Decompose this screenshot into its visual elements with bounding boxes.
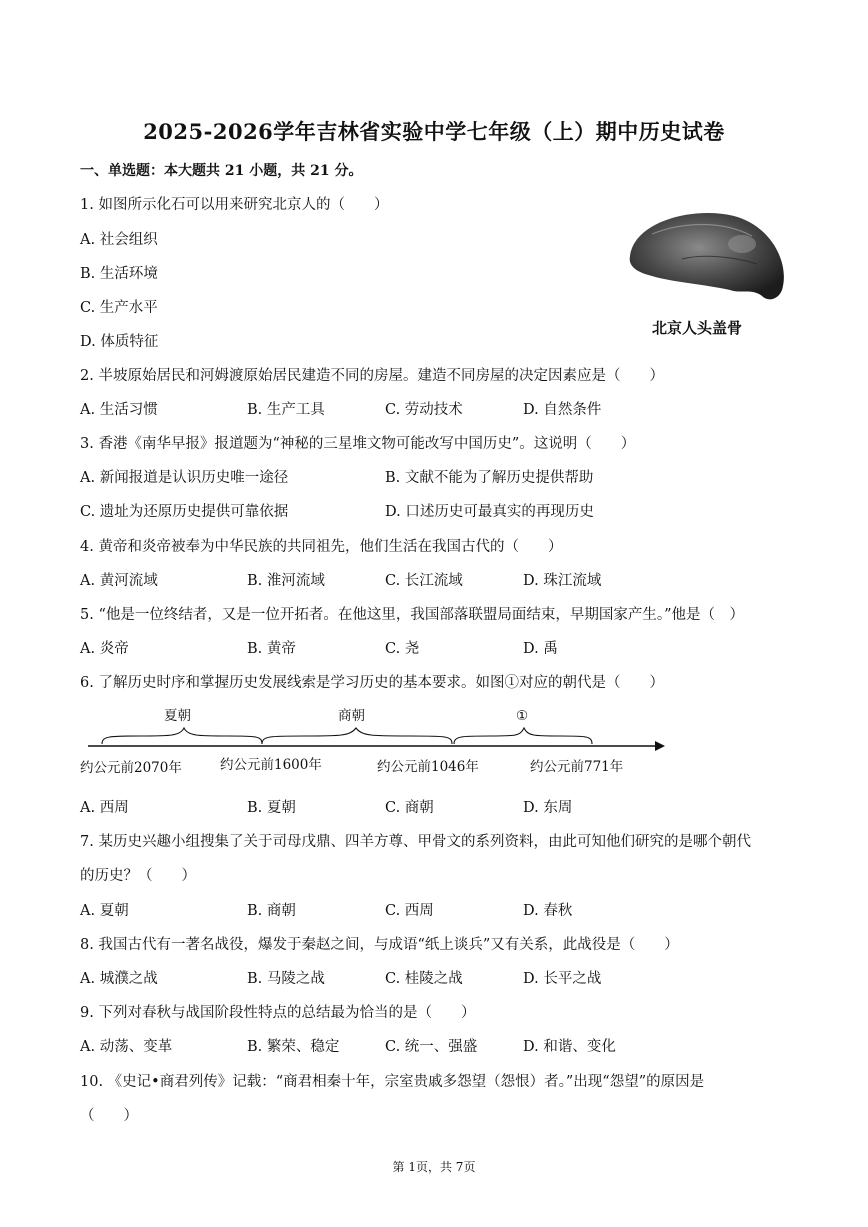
skull-caption: 北京人头盖骨 <box>652 319 743 337</box>
timeline-period-shang: 商朝 <box>338 708 365 724</box>
question-7-option-d: D. 春秋 <box>523 903 573 919</box>
question-5-option-c: C. 尧 <box>385 641 420 657</box>
question-8-stem: 8. 我国古代有一著名战役，爆发于秦赵之间，与成语“纸上谈兵”又有关系，此战役是（ ） <box>80 937 679 953</box>
question-4-option-a: A. 黄河流域 <box>80 573 158 589</box>
skull-fossil-image <box>622 204 792 344</box>
question-3-option-b: B. 文献不能为了解历史提供帮助 <box>385 470 594 486</box>
question-5-stem: 5. “他是一位终结者，又是一位开拓者。在他这里，我国部落联盟局面结束，早期国家产生。”他是（ ） <box>80 607 745 623</box>
timeline-period-xia: 夏朝 <box>164 708 191 724</box>
question-9-option-b: B. 繁荣、稳定 <box>247 1039 340 1055</box>
question-2-option-c: C. 劳动技术 <box>385 402 463 418</box>
question-4-option-c: C. 长江流域 <box>385 573 463 589</box>
question-1-stem: 1. 如图所示化石可以用来研究北京人的（ ） <box>80 197 389 213</box>
question-6-option-a: A. 西周 <box>80 800 129 816</box>
question-7-option-a: A. 夏朝 <box>80 903 129 919</box>
question-7-option-c: C. 西周 <box>385 903 434 919</box>
question-8-option-c: C. 桂陵之战 <box>385 971 463 987</box>
question-2-option-d: D. 自然条件 <box>523 402 602 418</box>
timeline-date-2: 约公元前1600年 <box>220 757 322 773</box>
timeline-date-4: 约公元前771年 <box>530 759 624 775</box>
question-2-stem: 2. 半坡原始居民和河姆渡原始居民建造不同的房屋。建造不同房屋的决定因素应是（ ） <box>80 368 664 384</box>
question-4-option-b: B. 淮河流域 <box>247 573 325 589</box>
question-2-option-b: B. 生产工具 <box>247 402 325 418</box>
question-9-stem: 9. 下列对春秋与战国阶段性特点的总结最为恰当的是（ ） <box>80 1005 476 1021</box>
dynasty-timeline <box>80 700 680 780</box>
question-8-option-d: D. 长平之战 <box>523 971 602 987</box>
question-4-stem: 4. 黄帝和炎帝被奉为中华民族的共同祖先，他们生活在我国古代的（ ） <box>80 539 563 555</box>
question-9-option-c: C. 统一、强盛 <box>385 1039 478 1055</box>
question-4-option-d: D. 珠江流域 <box>523 573 602 589</box>
question-8-option-b: B. 马陵之战 <box>247 971 325 987</box>
brace-xia <box>102 728 262 744</box>
brace-period-1 <box>454 728 592 744</box>
timeline-period-1: ① <box>516 708 529 724</box>
question-7-stem: 7. 某历史兴趣小组搜集了关于司母戊鼎、四羊方尊、甲骨文的系列资料，由此可知他们研究的是哪个朝代 <box>80 834 751 850</box>
timeline-date-3: 约公元前1046年 <box>377 759 479 775</box>
section-heading: 一、单选题：本大题共 21 小题，共 21 分。 <box>80 163 363 179</box>
question-3-option-d: D. 口述历史可最真实的再现历史 <box>385 504 594 520</box>
question-6-option-d: D. 东周 <box>523 800 573 816</box>
question-6-stem: 6. 了解历史时序和掌握历史发展线索是学习历史的基本要求。如图①对应的朝代是（ ） <box>80 675 664 691</box>
page-footer: 第 1页，共 7页 <box>392 1160 476 1174</box>
question-8-option-a: A. 城濮之战 <box>80 971 158 987</box>
question-3-stem: 3. 香港《南华早报》报道题为“神秘的三星堆文物可能改写中国历史”。这说明（ ） <box>80 436 636 452</box>
question-6-option-b: B. 夏朝 <box>247 800 296 816</box>
page-title: 2025-2026学年吉林省实验中学七年级（上）期中历史试卷 <box>143 119 725 144</box>
question-3-option-c: C. 遗址为还原历史提供可靠依据 <box>80 504 289 520</box>
question-5-option-a: A. 炎帝 <box>80 641 129 657</box>
question-10-stem-continued: （ ） <box>80 1108 138 1124</box>
question-2-option-a: A. 生活习惯 <box>80 402 158 418</box>
question-3-option-a: A. 新闻报道是认识历史唯一途径 <box>80 470 289 486</box>
timeline-date-1: 约公元前2070年 <box>80 760 182 776</box>
question-5-option-d: D. 禹 <box>523 641 558 657</box>
timeline-arrow-icon <box>655 741 665 751</box>
question-1-option-a: A. 社会组织 <box>80 232 158 248</box>
question-9-option-d: D. 和谐、变化 <box>523 1039 616 1055</box>
question-1-option-b: B. 生活环境 <box>80 266 158 282</box>
brace-shang <box>262 728 452 744</box>
question-9-option-a: A. 动荡、变革 <box>80 1039 173 1055</box>
question-7-option-b: B. 商朝 <box>247 903 296 919</box>
question-10-stem: 10. 《史记•商君列传》记载：“商君相秦十年，宗室贵戚多怨望（怨恨）者。”出现“怨望”的原因是 <box>80 1074 705 1090</box>
skull-figure <box>622 204 792 344</box>
question-1-option-d: D. 体质特征 <box>80 334 159 350</box>
question-1-option-c: C. 生产水平 <box>80 300 158 316</box>
question-6-option-c: C. 商朝 <box>385 800 434 816</box>
question-7-stem-continued: 的历史？（ ） <box>80 868 196 884</box>
question-5-option-b: B. 黄帝 <box>247 641 296 657</box>
